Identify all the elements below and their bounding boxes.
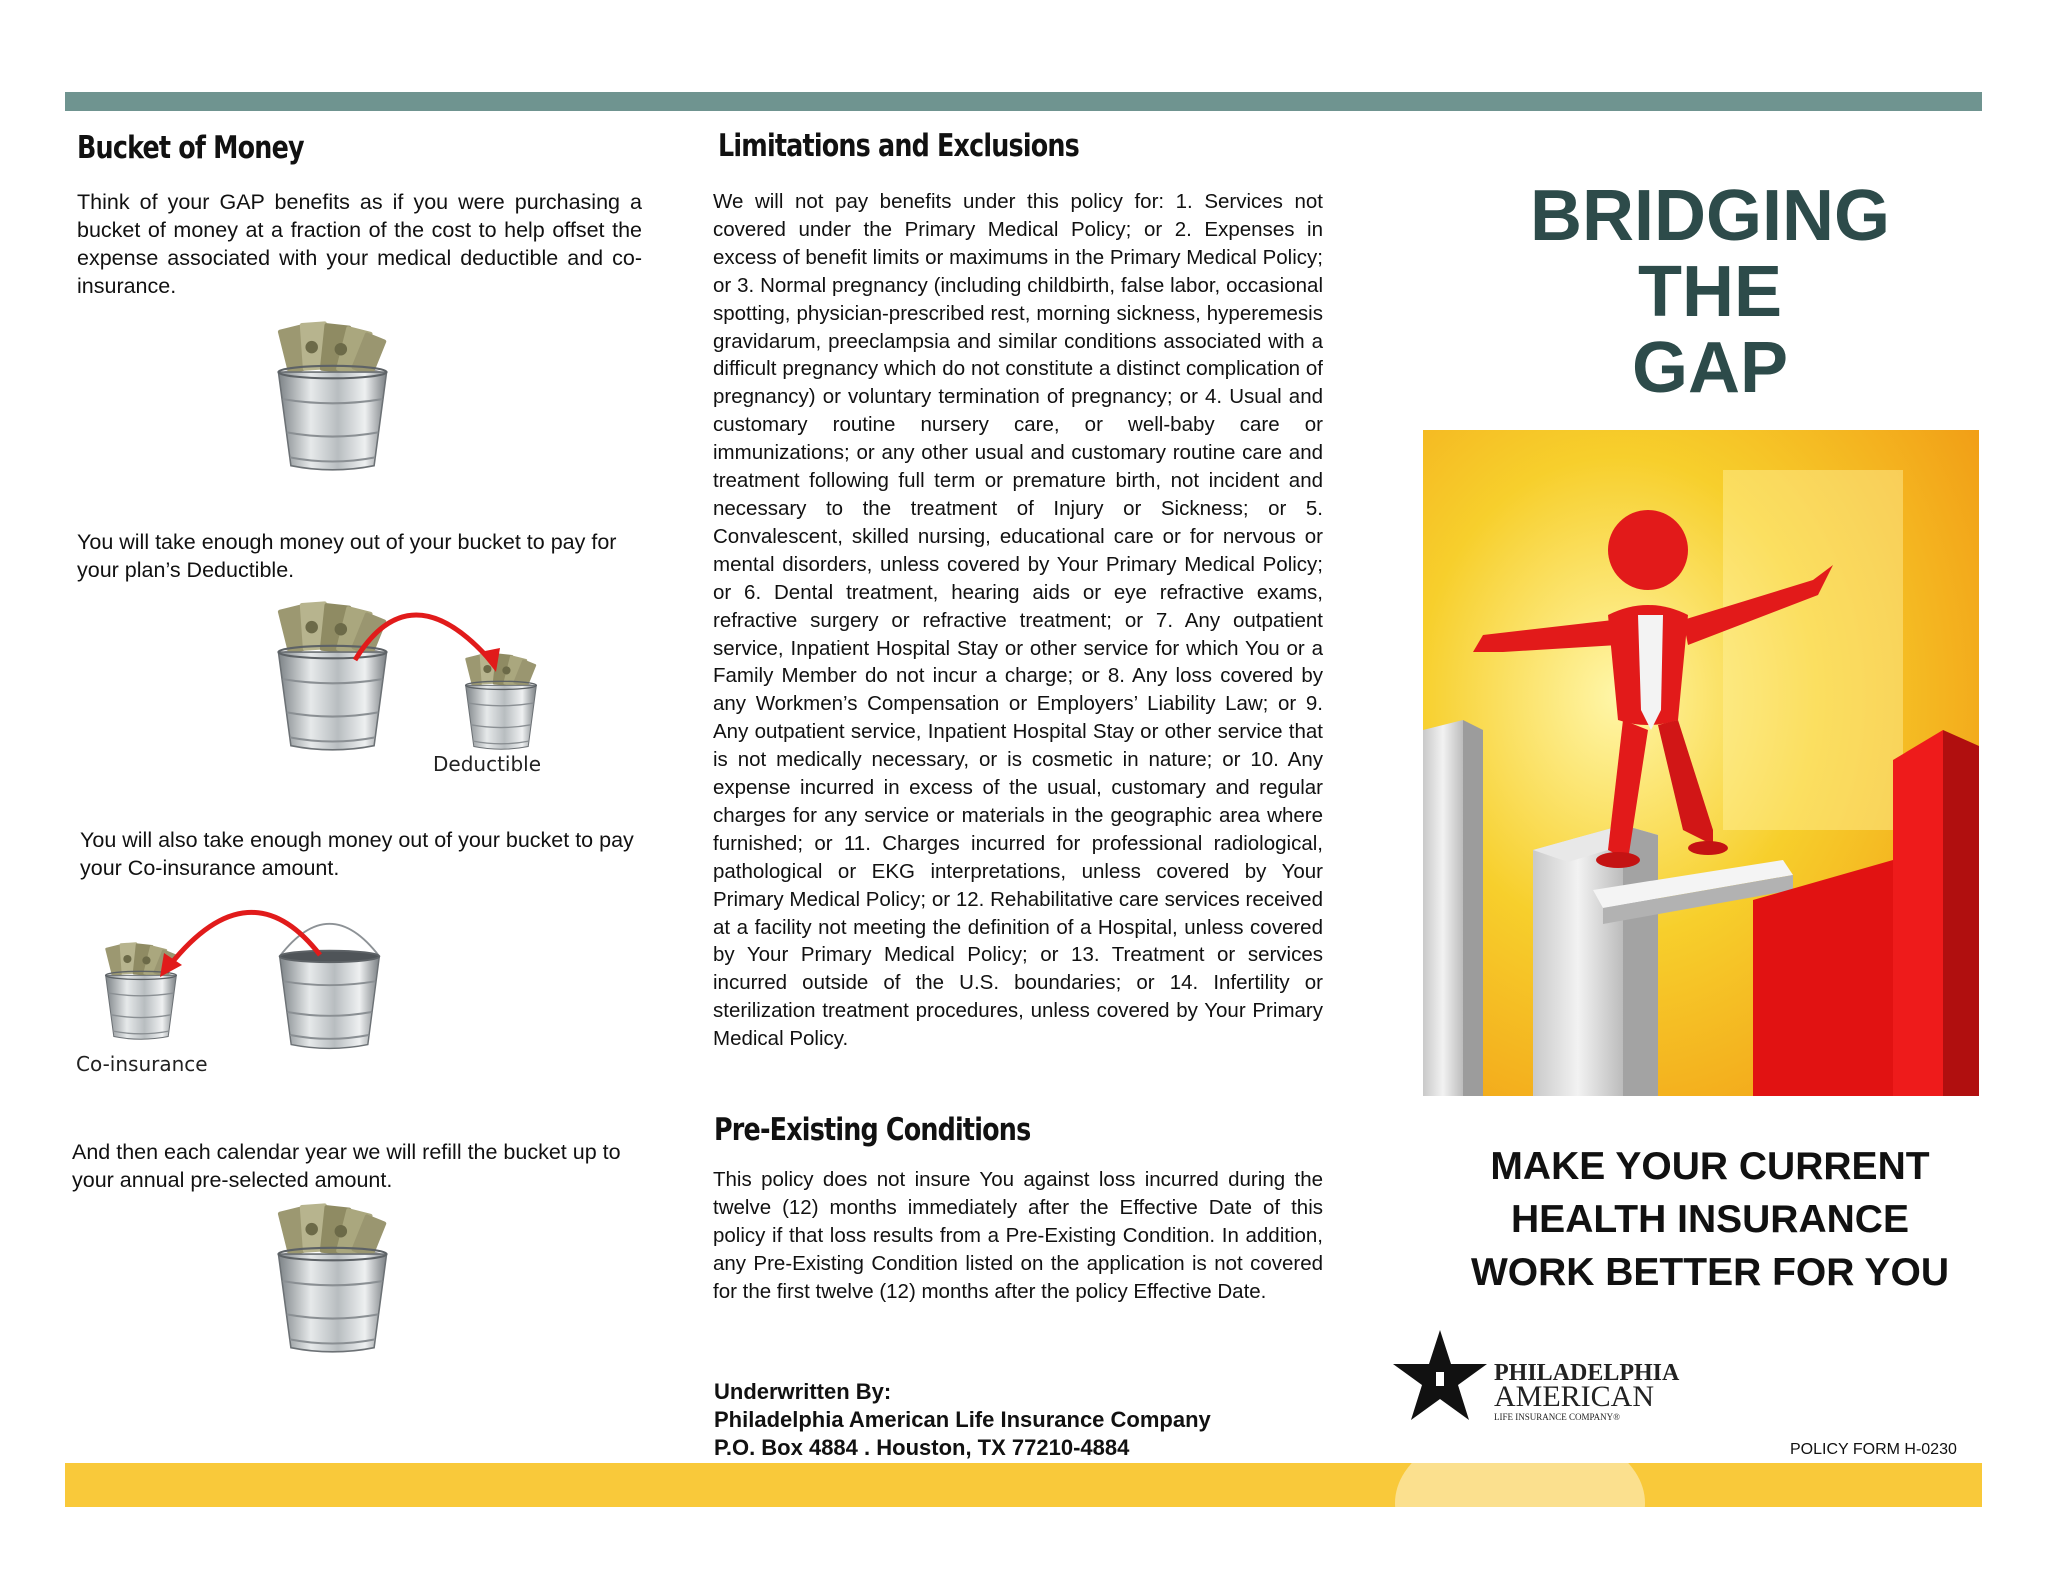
hero-illustration bbox=[1423, 430, 1979, 1096]
tagline-line: WORK BETTER FOR YOU bbox=[1470, 1251, 1950, 1294]
bucket-of-money-heading: Bucket of Money bbox=[77, 130, 304, 166]
policy-form-number: POLICY FORM H-0230 bbox=[1790, 1441, 1957, 1458]
arrow-to-deductible-icon bbox=[340, 590, 520, 680]
preexisting-text: This policy does not insure You against loss incurred during the twelve (12) months immediately after the Effective Date of this policy if that loss results from a Pre-Existing Condition. In addition, any Pre-Existing Condition listed on the application is not covered for the first twelve (12) months after the policy Effective Date. bbox=[713, 1168, 1323, 1303]
preexisting-heading: Pre-Existing Conditions bbox=[714, 1112, 1031, 1148]
bucket-intro-text: Think of your GAP benefits as if you were purchasing a bucket of money at a fraction of the cost to help offset the expense associated with your medical deductible and co-insurance. bbox=[77, 190, 642, 298]
svg-text:PHILADELPHIA: PHILADELPHIA bbox=[1494, 1360, 1680, 1386]
underwriter-address: P.O. Box 4884 . Houston, TX 77210-4884 bbox=[714, 1435, 1130, 1460]
tagline-line: MAKE YOUR CURRENT bbox=[1490, 1145, 1930, 1188]
title-line: THE bbox=[1638, 252, 1782, 332]
limitations-text: We will not pay benefits under this policy for: 1. Services not covered under the Primary Medical Policy; or 2. Expenses in excess of benefit limits or maximums in the Primary Medical Policy; or 3. Normal pregnancy (including childbirth, false labor, occasional spotting, physician-prescribed rest, morning sickness, hyperemesis gravidarum, preeclampsia and similar conditions associated with a difficult pregnancy which do not constitute a distinct complication of pregnancy) or voluntary termination of pregnancy; or 4. Usual and customary routine nursery care, or well-baby care or immunizations; or any other usual and customary routine care and treatment following full term or premature birth, not incident and necessary to the treatment of Injury or Sickness; or 5. Convalescent, skilled nursing, educational care or for nervous or mental disorders, unless covered by Your Primary Medical Policy; or 6. Dental treatment, hearing aids or eye refractive exams, refractive surgery or refractive treatment; or 7. Any outpatient service, Inpatient Hospital Stay or other service for which You or a Family Member do not incur a charge; or 8. Any loss covered by any Workmen’s Compensation or Employers’ Liability Law; or 9. Any outpatient service, Inpatient Hospital Stay or other service that is not medically necessary, or is cosmetic in nature; or 10. Any expense incurred in excess of the usual, customary and regular charges for any service or materials in the geographic area where furnished; or 11. Charges incurred for professional radiological, pathological or EKG interpretations, unless covered by Your Primary Medical Policy; or 12. Rehabilitative care services received at a facility not meeting the definition of a Hospital, unless covered by Your Primary Medical Policy; or 13. Treatment or services incurred outside of the U.S. boundaries; or 14. Infertility or sterilization treatment procedures, unless covered by Your Primary Medical Policy. bbox=[713, 190, 1323, 1051]
tagline bbox=[1440, 1140, 1980, 1299]
coinsurance-caption: Co-insurance bbox=[76, 1052, 208, 1076]
underwriter-company: Philadelphia American Life Insurance Company bbox=[714, 1407, 1211, 1432]
underwriter-block bbox=[714, 1378, 1211, 1462]
coinsurance-text: You will also take enough money out of your bucket to pay your Co-insurance amount. bbox=[80, 828, 634, 880]
limitations-heading: Limitations and Exclusions bbox=[718, 128, 1079, 164]
title-line: BRIDGING bbox=[1530, 176, 1890, 256]
svg-text:AMERICAN: AMERICAN bbox=[1494, 1380, 1655, 1413]
underwritten-by-label: Underwritten By: bbox=[714, 1379, 892, 1404]
deductible-caption: Deductible bbox=[433, 752, 542, 776]
top-accent-bar bbox=[65, 92, 1982, 111]
refill-text: And then each calendar year we will refill the bucket up to your annual pre-selected amount. bbox=[72, 1140, 621, 1192]
tagline-line: HEALTH INSURANCE bbox=[1511, 1198, 1909, 1241]
svg-text:LIFE INSURANCE COMPANY®: LIFE INSURANCE COMPANY® bbox=[1494, 1412, 1621, 1422]
deductible-text: You will take enough money out of your bucket to pay for your plan’s Deductible. bbox=[77, 530, 617, 582]
bottom-accent-band bbox=[65, 1463, 1982, 1507]
arrow-to-coinsurance-icon bbox=[150, 885, 330, 985]
philadelphia-american-logo bbox=[1392, 1330, 1692, 1426]
full-bucket-icon bbox=[270, 318, 395, 474]
brochure-title bbox=[1440, 178, 1980, 406]
title-line: GAP bbox=[1631, 328, 1789, 408]
full-bucket-icon bbox=[270, 1200, 395, 1356]
